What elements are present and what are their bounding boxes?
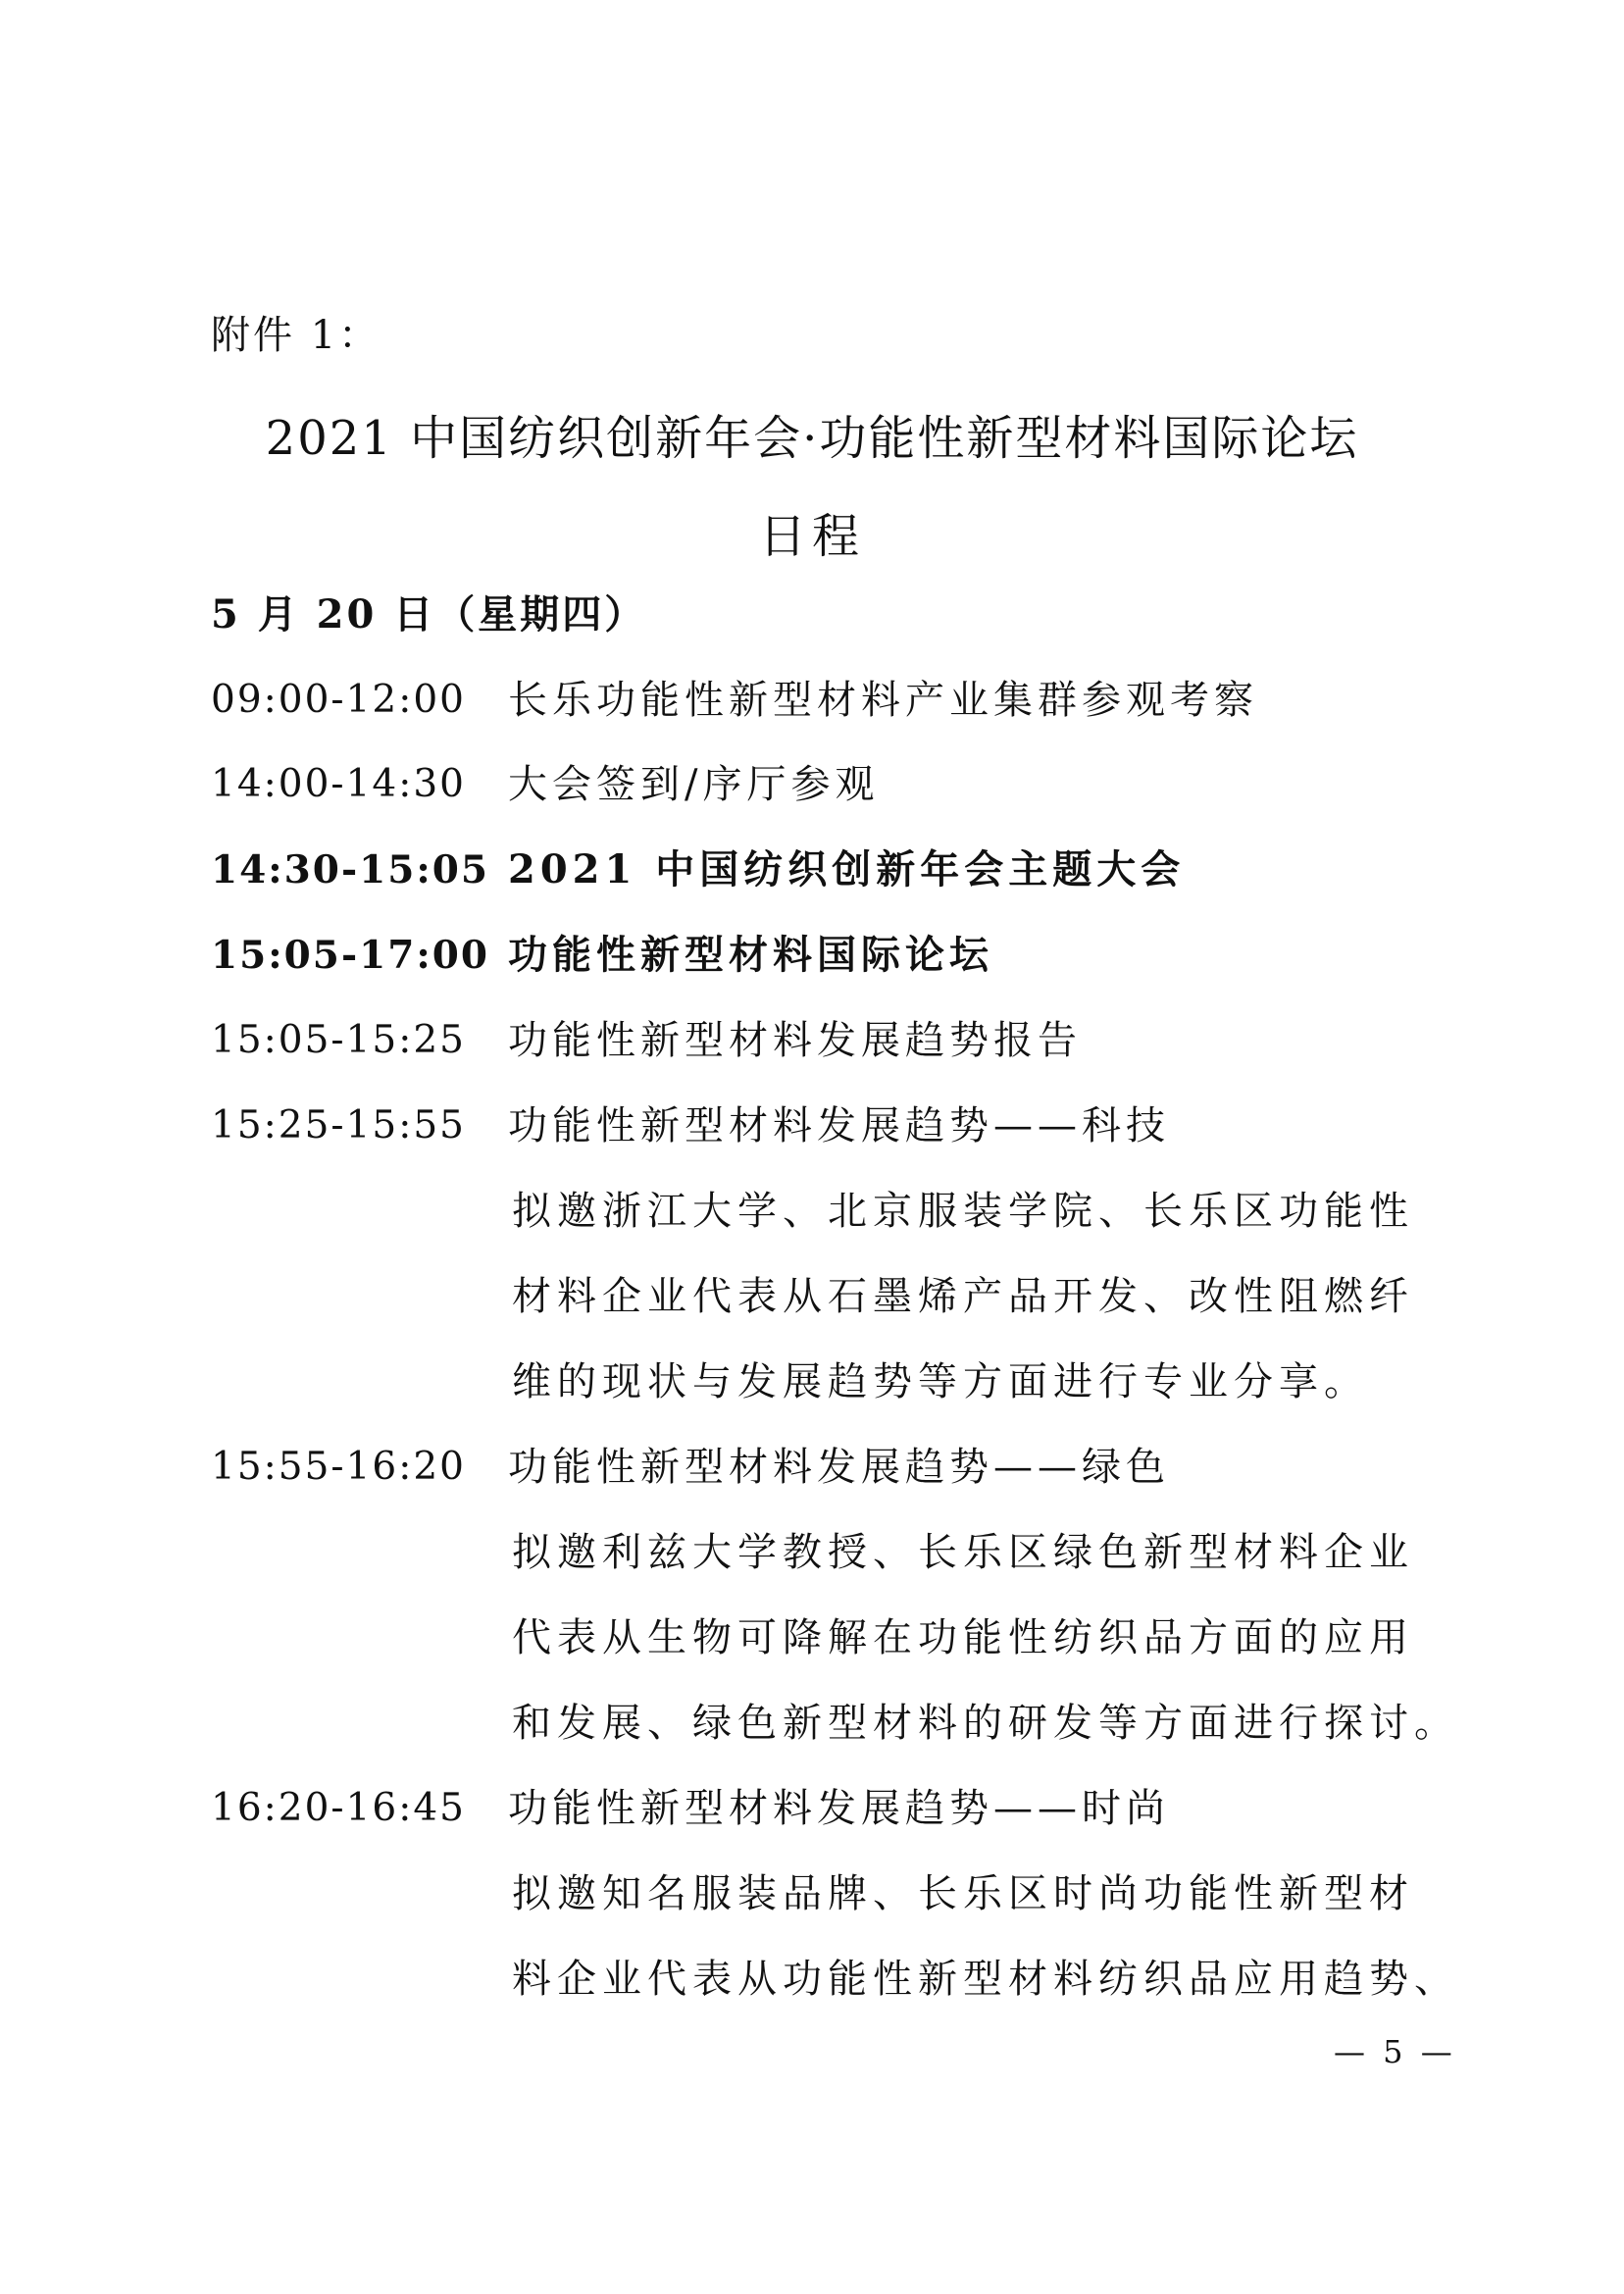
document-title: 2021 中国纺织创新年会·功能性新型材料国际论坛 bbox=[265, 411, 1359, 466]
schedule-time: 15:05-15:25 bbox=[211, 1018, 466, 1062]
schedule-time: 14:00-14:30 bbox=[211, 762, 466, 806]
schedule-detail: 料企业代表从功能性新型材料纺织品应用趋势、 bbox=[512, 1957, 1459, 2002]
schedule-time: 09:00-12:00 bbox=[211, 678, 466, 722]
schedule-detail: 拟邀利兹大学教授、长乐区绿色新型材料企业 bbox=[512, 1530, 1414, 1575]
schedule-time: 15:55-16:20 bbox=[211, 1445, 466, 1489]
schedule-detail: 维的现状与发展趋势等方面进行专业分享。 bbox=[512, 1359, 1369, 1404]
schedule-row bbox=[0, 761, 1624, 820]
schedule-detail: 材料企业代表从石墨烯产品开发、改性阻燃纤 bbox=[512, 1274, 1414, 1319]
schedule-event: 长乐功能性新型材料产业集群参观考察 bbox=[508, 678, 1258, 723]
attachment-label: 附件 1： bbox=[211, 313, 381, 358]
schedule-row bbox=[0, 677, 1624, 736]
schedule-row bbox=[0, 846, 1624, 905]
page-number: — 5 — bbox=[1334, 2033, 1456, 2070]
schedule-detail: 拟邀知名服装品牌、长乐区时尚功能性新型材 bbox=[512, 1871, 1414, 1916]
schedule-row bbox=[0, 1785, 1624, 1844]
document-subtitle: 日程 bbox=[758, 509, 865, 564]
schedule-event: 大会签到/序厅参观 bbox=[508, 762, 880, 807]
schedule-time: 15:05-17:00 bbox=[211, 933, 490, 978]
schedule-time: 15:25-15:55 bbox=[211, 1103, 466, 1147]
schedule-row bbox=[0, 1444, 1624, 1503]
schedule-event: 功能性新型材料发展趋势——绿色 bbox=[508, 1445, 1170, 1490]
schedule-time: 14:30-15:05 bbox=[211, 847, 490, 892]
schedule-event: 功能性新型材料发展趋势——时尚 bbox=[508, 1786, 1170, 1831]
schedule-time: 16:20-16:45 bbox=[211, 1786, 466, 1830]
schedule-detail: 拟邀浙江大学、北京服装学院、长乐区功能性 bbox=[512, 1189, 1414, 1234]
schedule-row bbox=[0, 1017, 1624, 1076]
schedule-event: 2021 中国纺织创新年会主题大会 bbox=[508, 846, 1186, 892]
schedule-row bbox=[0, 932, 1624, 991]
schedule-event: 功能性新型材料国际论坛 bbox=[508, 932, 993, 978]
schedule-detail: 代表从生物可降解在功能性纺织品方面的应用 bbox=[512, 1615, 1414, 1660]
schedule-detail: 和发展、绿色新型材料的研发等方面进行探讨。 bbox=[512, 1701, 1459, 1746]
schedule-row bbox=[0, 1102, 1624, 1161]
date-heading: 5 月 20 日（星期四） bbox=[211, 591, 647, 637]
schedule-event: 功能性新型材料发展趋势报告 bbox=[508, 1018, 1082, 1063]
schedule-event: 功能性新型材料发展趋势——科技 bbox=[508, 1103, 1170, 1148]
